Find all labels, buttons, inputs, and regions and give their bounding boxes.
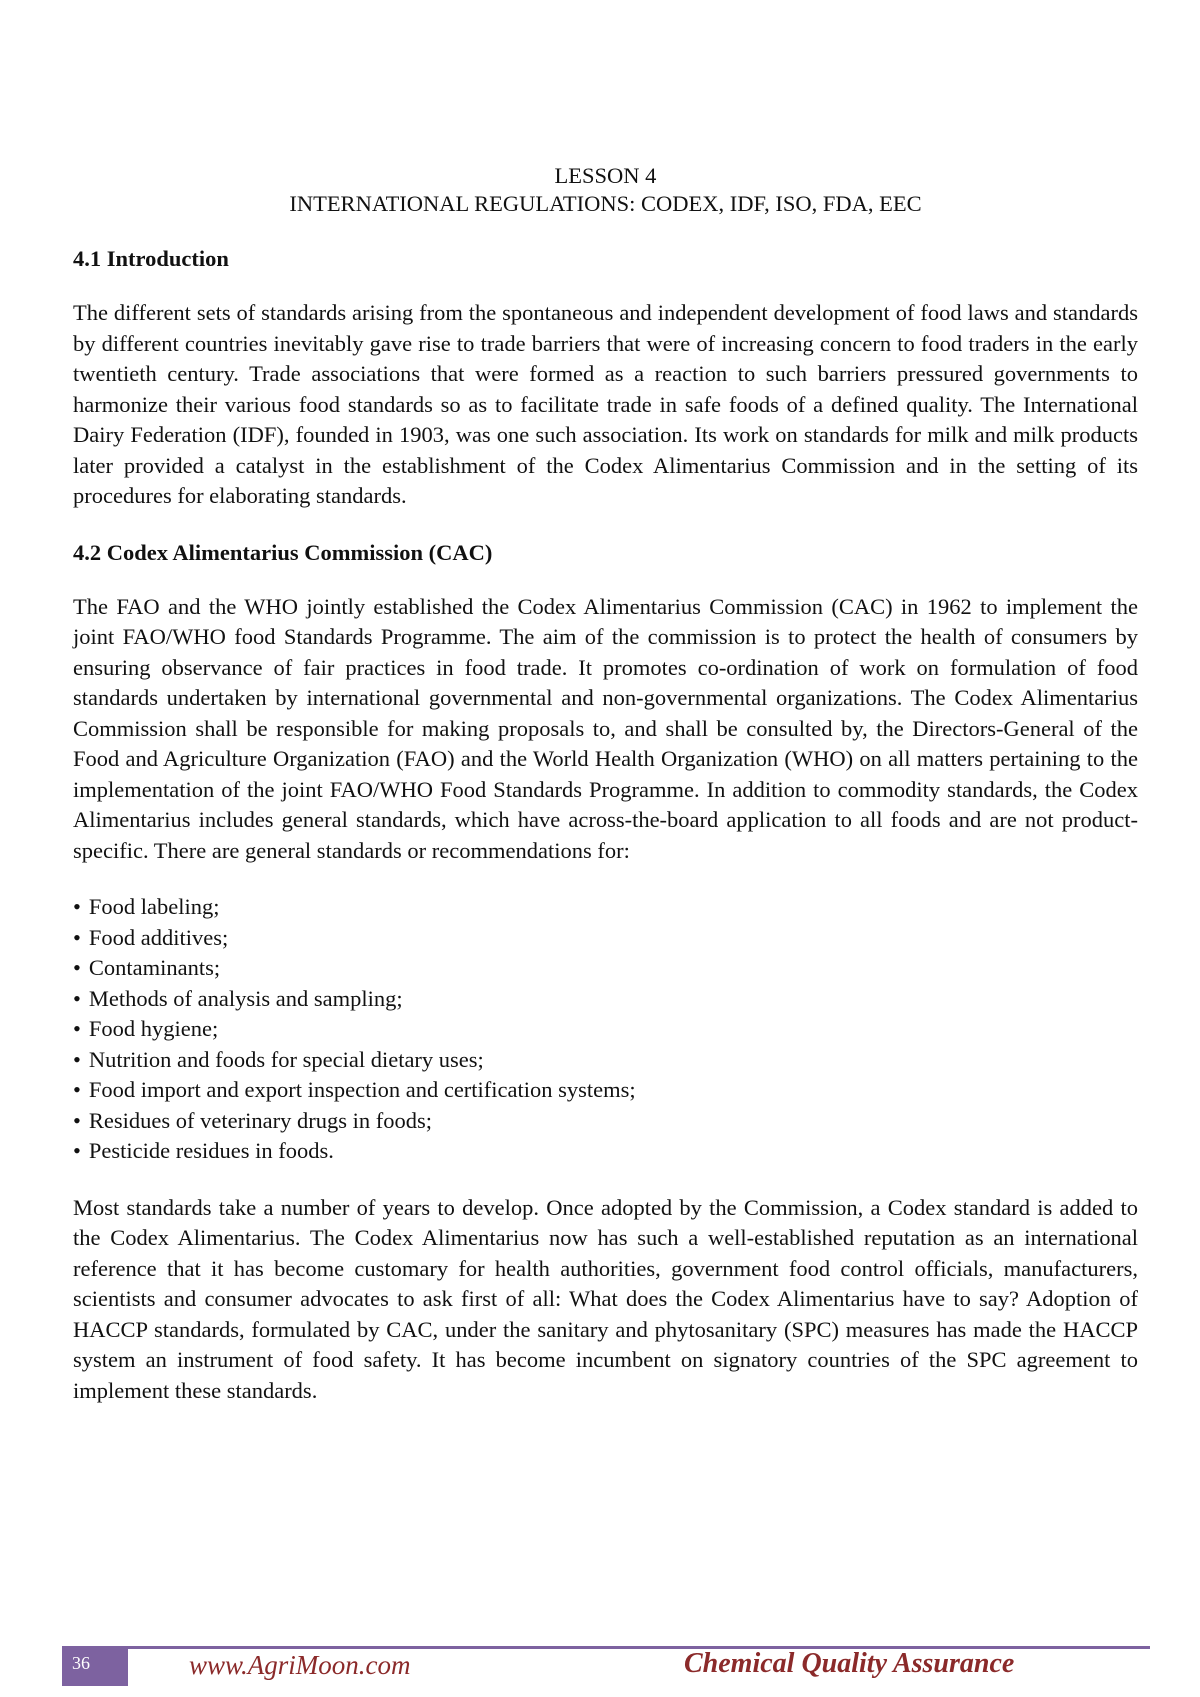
list-item: • Food additives; xyxy=(73,923,1138,954)
footer-site-link[interactable]: www.AgriMoon.com xyxy=(189,1650,411,1680)
lesson-title: INTERNATIONAL REGULATIONS: CODEX, IDF, ISO, FDA, EEC xyxy=(289,191,922,216)
list-item: • Pesticide residues in foods. xyxy=(73,1136,1138,1167)
list-item: • Residues of veterinary drugs in foods; xyxy=(73,1106,1138,1137)
list-item: • Food import and export inspection and certification systems; xyxy=(73,1075,1138,1106)
list-item: • Food labeling; xyxy=(73,892,1138,923)
section-heading-cac: 4.2 Codex Alimentarius Commission (CAC) xyxy=(73,539,493,565)
standards-list xyxy=(73,892,1138,1167)
page-content xyxy=(73,162,1138,1432)
footer-course-title: Chemical Quality Assurance xyxy=(684,1648,1015,1679)
list-item: • Nutrition and foods for special dietary uses; xyxy=(73,1045,1138,1076)
section-heading-introduction: 4.1 Introduction xyxy=(73,246,229,271)
intro-paragraph: The different sets of standards arising from the spontaneous and independent development of food laws and standards by different countries inevitably gave rise to trade barriers that were of increasing concern to food traders in the early twentieth century. Trade associations that were formed as a reaction to such barriers pressured governments to harmonize their various food standards so as to facilitate trade in safe foods of a defined quality. The International Dairy Federation (IDF), founded in 1903, was one such association. Its work on standards for milk and milk products later provided a catalyst in the establishment of the Codex Alimentarius Commission and in the setting of its procedures for elaborating standards. xyxy=(73,300,1138,508)
cac-paragraph: The FAO and the WHO jointly established the Codex Alimentarius Commission (CAC) in 1962 to implement the joint FAO/WHO food Standards Programme. The aim of the commission is to protect the health of consumers by ensuring observance of fair practices in food trade. It promotes co-ordination of work on formulation of food standards undertaken by international governmental and non-governmental organizations. The Codex Alimentarius Commission shall be responsible for making proposals to, and shall be consulted by, the Directors-General of the Food and Agriculture Organization (FAO) and the World Health Organization (WHO) on all matters pertaining to the implementation of the joint FAO/WHO Food Standards Programme. In addition to commodity standards, the Codex Alimentarius includes general standards, which have across-the-board application to all foods and are not product-specific. There are general standards or recommendations for: xyxy=(73,593,1138,863)
list-item: • Contaminants; xyxy=(73,953,1138,984)
codex-adoption-paragraph: Most standards take a number of years to develop. Once adopted by the Commission, a Codex standard is added to the Codex Alimentarius. The Codex Alimentarius now has such a well-established reputation as an international reference that it has become customary for health authorities, government food control officials, manufacturers, scientists and consumer advocates to ask first of all: What does the Codex Alimentarius have to say? Adoption of HACCP standards, formulated by CAC, under the sanitary and phytosanitary (SPC) measures has made the HACCP system an instrument of food safety. It has become incumbent on signatory countries of the SPC agreement to implement these standards. xyxy=(73,1194,1138,1403)
list-item: • Food hygiene; xyxy=(73,1014,1138,1045)
page-number: 36 xyxy=(62,1648,128,1686)
lesson-number: LESSON 4 xyxy=(554,163,657,188)
list-item: • Methods of analysis and sampling; xyxy=(73,984,1138,1015)
